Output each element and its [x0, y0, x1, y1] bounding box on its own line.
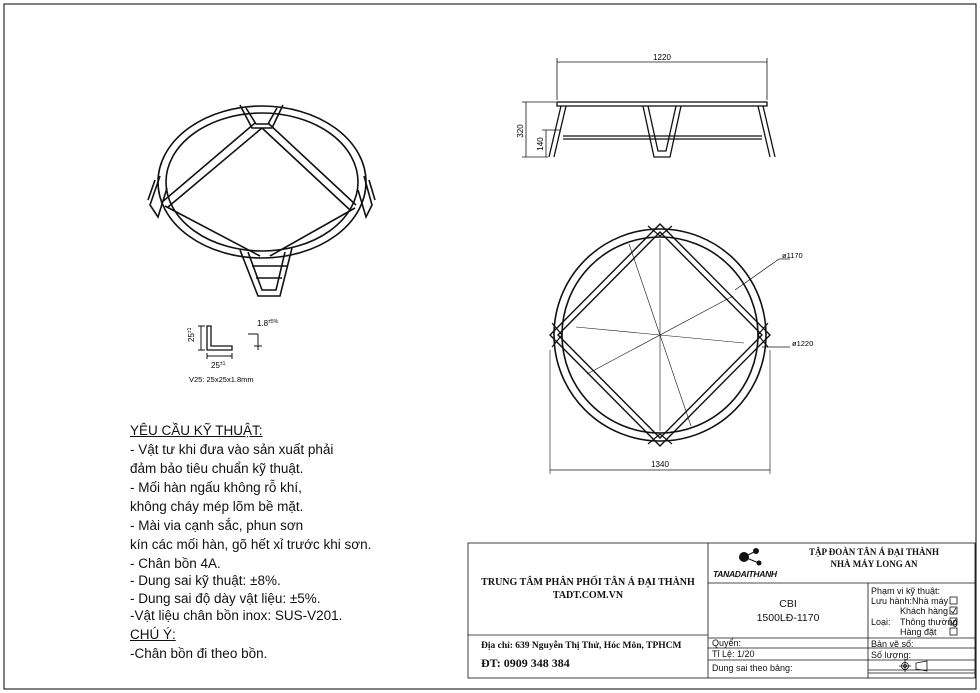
- label-quyen: Quyển:: [712, 638, 742, 648]
- profile-dim-leg-b: $25^{\pm 1}$: [211, 361, 226, 370]
- requirement-line: - Mối hàn ngấu không rỗ khí,: [130, 480, 302, 495]
- side-dim-height-total: 320: [516, 124, 525, 138]
- requirement-line: - Dung sai độ dày vật liệu: ±5%.: [130, 591, 321, 606]
- top-view: [550, 224, 790, 474]
- scope-item-factory: Lưu hành:Nhà máy: [871, 596, 949, 606]
- label-scale: Tỉ Lệ: 1/20: [712, 649, 755, 659]
- scope-label: Phạm vi kỹ thuật:: [871, 586, 941, 596]
- distributor-address: Địa chỉ: 639 Nguyễn Thị Thử, Hóc Môn, TPHCM: [481, 641, 682, 651]
- note-heading: CHÚ Ý:: [130, 627, 176, 642]
- top-dim-outer-diameter: ø1220: [792, 339, 814, 348]
- part-name: CBI: [779, 598, 797, 610]
- company-logo: [739, 548, 762, 566]
- requirement-line: không cháy mép lõm bề mặt.: [130, 499, 304, 514]
- type-item-custom: Hàng đặt: [900, 627, 937, 637]
- scope-item-customer: Khách hàng: [900, 606, 949, 616]
- requirement-line: đảm bảo tiêu chuẩn kỹ thuật.: [130, 461, 304, 476]
- distributor-website: TADT.COM.VN: [552, 590, 624, 601]
- requirement-line: - Vật tư khi đưa vào sản xuất phải: [130, 442, 334, 457]
- company-factory: NHÀ MÁY LONG AN: [830, 559, 918, 569]
- side-view: [522, 58, 775, 157]
- distributor-phone: ĐT: 0909 348 384: [481, 656, 570, 670]
- requirements-heading: YÊU CẦU KỸ THUẬT:: [130, 423, 263, 438]
- profile-caption: V25: 25x25x1.8mm: [189, 375, 254, 384]
- label-tolerance: Dung sai theo bảng:: [712, 663, 793, 673]
- label-sheet-no: Bản vẽ số:: [871, 639, 914, 649]
- angle-profile-detail: [198, 326, 262, 359]
- requirement-line: -Vật liệu chân bồn inox: SUS-V201.: [130, 608, 343, 623]
- requirement-line: kín các mối hàn, gõ hết xỉ trước khi sơn.: [130, 537, 372, 552]
- distributor-name: TRUNG TÂM PHÂN PHỐI TÂN Á ĐẠI THÀNH: [481, 577, 695, 588]
- requirement-line: - Chân bồn 4A.: [130, 556, 221, 571]
- top-dim-overall-width: 1340: [651, 460, 669, 469]
- logo-text: TANADAITHANH: [713, 569, 777, 579]
- requirement-line: - Mài via cạnh sắc, phun sơn: [130, 518, 304, 533]
- top-dim-inner-diameter: ø1170: [782, 251, 803, 260]
- profile-dim-leg-a: $25^{\pm 1}$: [187, 327, 196, 342]
- side-dim-width: 1220: [653, 53, 671, 62]
- company-name: TẬP ĐOÀN TÂN Á ĐẠI THÀNH: [809, 547, 939, 557]
- side-dim-height-leg: 140: [536, 137, 545, 151]
- type-item-standard: Thông thường: [900, 617, 958, 627]
- profile-dim-thickness: $1.8^{\pm 5\%}$: [257, 319, 279, 328]
- type-label: Loại:: [871, 617, 891, 627]
- note-line: -Chân bồn đi theo bồn.: [130, 646, 268, 661]
- requirement-line: - Dung sai kỹ thuật: ±8%.: [130, 573, 281, 588]
- isometric-view: [148, 105, 375, 296]
- label-quantity: Số lượng:: [871, 650, 911, 660]
- part-code: 1500LĐ-1170: [756, 612, 820, 624]
